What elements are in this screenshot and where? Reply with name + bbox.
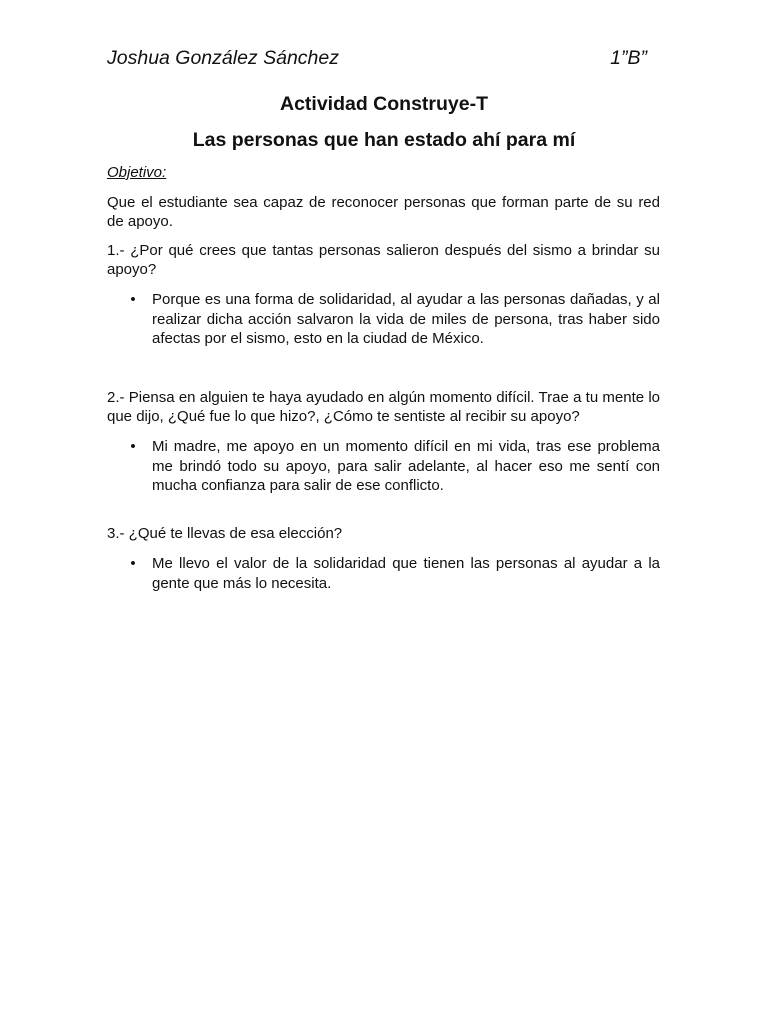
answer-1 [130, 290, 660, 349]
answer-3 [130, 554, 660, 593]
answer-1-text: Porque es una forma de solidaridad, al ayudar a las personas dañadas, y al realizar dicha acción salvaron la vida de miles de persona, tras haber sido afectas por el sismo, esto en la ciudad de México. [152, 291, 660, 347]
bullet-icon: • [130, 438, 136, 455]
objective-text: Que el estudiante sea capaz de reconocer personas que forman parte de su red de apoyo. [107, 194, 660, 230]
student-name: Joshua González Sánchez [107, 47, 339, 69]
objective-label: Objetivo: [107, 164, 167, 181]
bullet-icon: • [130, 291, 136, 308]
document-header [107, 45, 647, 71]
document-title: Actividad Construye-T [279, 93, 489, 115]
answer-2 [130, 437, 660, 496]
answer-2-text: Mi madre, me apoyo en un momento difícil en mi vida, tras ese problema me brindó todo su apoyo, para salir adelante, al hacer eso me sentí con mucha confianza para salir de ese conflicto. [152, 438, 660, 494]
question-2: 2.- Piensa en alguien te haya ayudado en algún momento difícil. Trae a tu mente lo que dijo, ¿Qué fue lo que hizo?, ¿Cómo te sentiste al recibir su apoyo? [107, 389, 660, 425]
answer-3-text: Me llevo el valor de la solidaridad que tienen las personas al ayudar a la gente que más lo necesita. [152, 555, 660, 592]
question-1: 1.- ¿Por qué crees que tantas personas salieron después del sismo a brindar su apoyo? [107, 242, 660, 278]
bullet-icon: • [130, 555, 136, 572]
document-subtitle: Las personas que han estado ahí para mí [192, 129, 576, 151]
question-3: 3.- ¿Qué te llevas de esa elección? [107, 525, 343, 542]
student-group: 1”B” [610, 47, 647, 69]
